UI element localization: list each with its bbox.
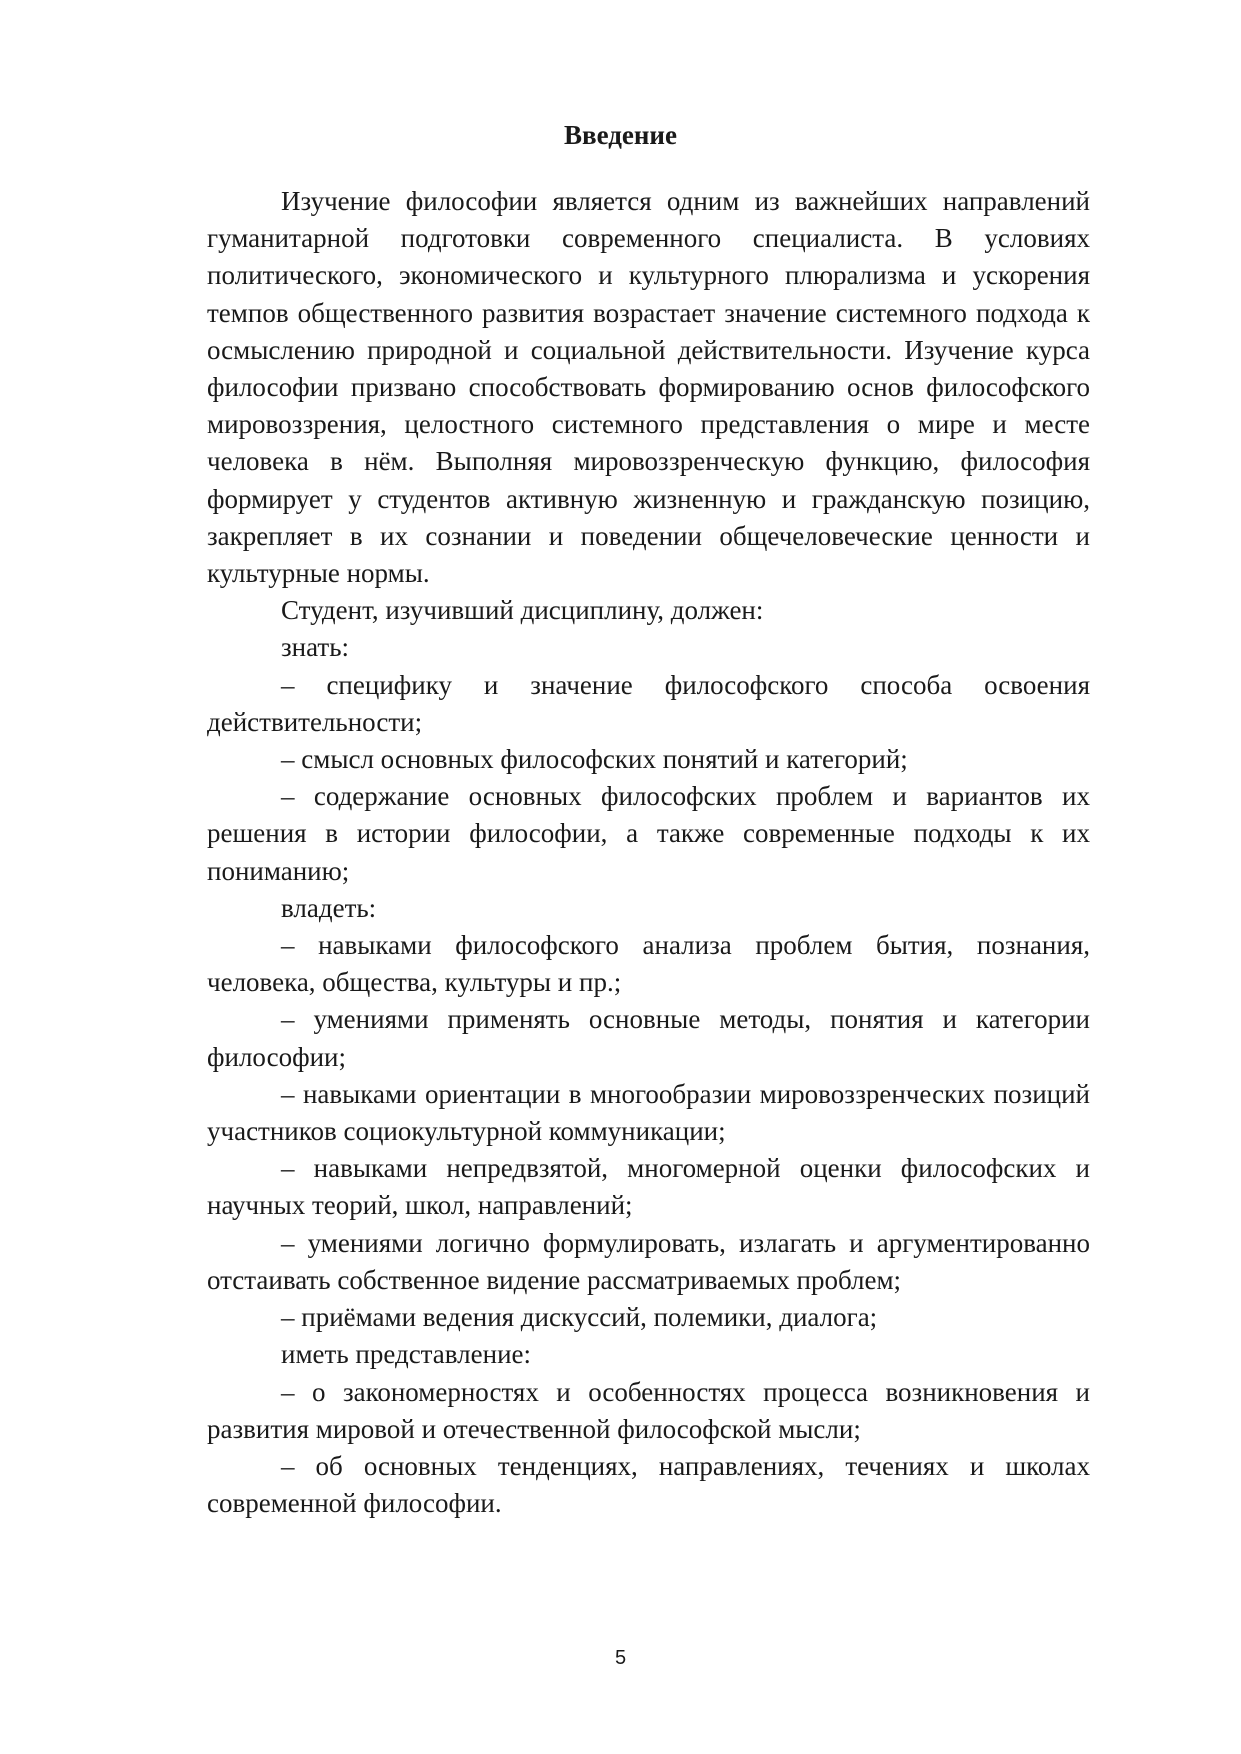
student-requirements-lead: Студент, изучивший дисциплину, должен: xyxy=(281,595,764,626)
know-label: знать: xyxy=(281,632,350,663)
idea-label: иметь представление: xyxy=(281,1339,532,1370)
own-item: – умениями логично формулировать, излагать и аргументированно отстаивать собственное видение рассматриваемых проблем; xyxy=(207,1227,1090,1295)
idea-item: – о закономерностях и особенностях процесса возникновения и развития мировой и отечественной философской мысли; xyxy=(207,1376,1090,1444)
know-item: – содержание основных философских проблем и вариантов их решения в истории философии, а также современные подходы к их пониманию; xyxy=(207,781,1090,886)
own-item: – умениями применять основные методы, понятия и категории философии; xyxy=(207,1004,1090,1072)
page-number: 5 xyxy=(614,1647,627,1669)
idea-item: – об основных тенденциях, направлениях, течениях и школах современной философии. xyxy=(207,1450,1090,1519)
own-item: – навыками ориентации в многообразии мировоззренческих позиций участников социокультурной коммуникации; xyxy=(207,1078,1090,1147)
own-item: – приёмами ведения дискуссий, полемики, диалога; xyxy=(281,1302,878,1333)
know-item: – специфику и значение философского способа освоения действительности; xyxy=(207,669,1090,737)
document-body xyxy=(207,183,1090,1522)
page-title: Введение xyxy=(564,120,677,150)
know-item: – смысл основных философских понятий и категорий; xyxy=(281,744,908,775)
intro-paragraph: Изучение философии является одним из важнейших направлений гуманитарной подготовки современного специалиста. В условиях политического, экономического и культурного плюрализма и ускорения темпов общественного развития возрастает значение системного подхода к осмыслению природной и социальной действительности. Изучение курса философии призвано способствовать формированию основ философского мировоззрения, целостного системного представления о мире и месте человека в нём. Выполняя мировоззренческую функцию, философия формирует у студентов активную жизненную и гражданскую позицию, закрепляет в их сознании и поведении общечеловеческие ценности и культурные нормы. xyxy=(207,186,1090,589)
own-item: – навыками философского анализа проблем бытия, познания, человека, общества, культуры и пр.; xyxy=(207,930,1090,998)
own-item: – навыками непредвзятой, многомерной оценки философских и научных теорий, школ, направлений; xyxy=(207,1153,1090,1221)
own-label: владеть: xyxy=(281,892,377,923)
